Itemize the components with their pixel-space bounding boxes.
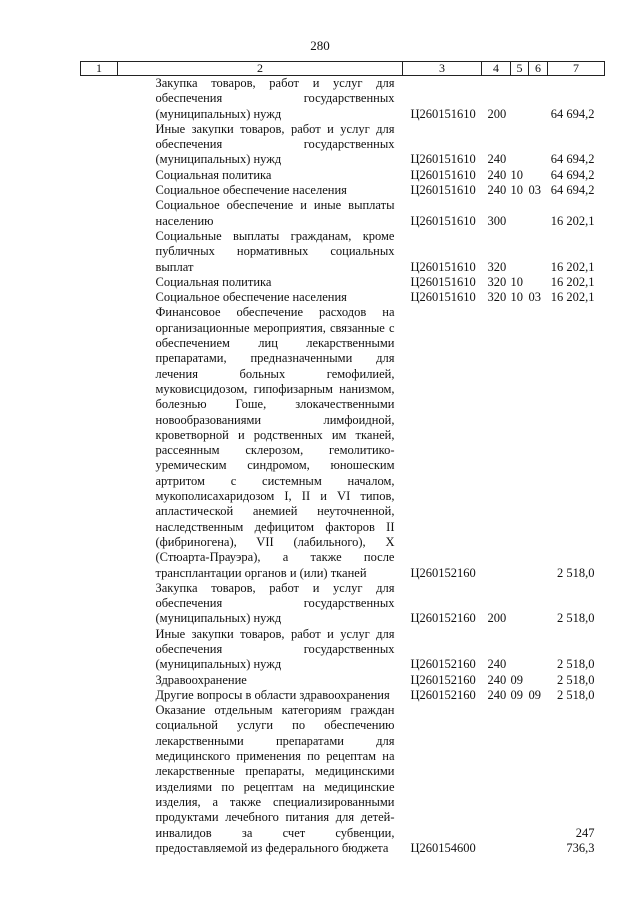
col-1-cell — [81, 673, 118, 688]
row-section — [511, 122, 529, 168]
row-section: 10 — [510, 183, 523, 198]
col-4-header: 4 — [482, 62, 511, 76]
row-name: Здравоохранение — [155, 672, 247, 687]
row-code: Ц260154600 — [410, 840, 476, 855]
col-1-cell — [81, 122, 118, 168]
row-section: 10 — [510, 290, 523, 305]
col-6-header: 6 — [529, 62, 548, 76]
row-name: Закупка товаров, работ и услуг для обеспечения государственных (муниципальных) нужд — [155, 76, 395, 121]
row-name: Социальная политика — [155, 167, 272, 182]
col-7-header: 7 — [548, 62, 605, 76]
row-name: Другие вопросы в области здравоохранения — [155, 687, 390, 702]
col-1-cell — [81, 76, 118, 122]
row-name: Иные закупки товаров, работ и услуг для обеспечения государственных (муниципальных) нужд — [155, 121, 395, 167]
row-amount: 64 694,2 — [550, 167, 595, 182]
row-expense-type — [482, 703, 511, 856]
row-expense-type: 200 — [487, 106, 507, 121]
row-section: 10 — [510, 274, 523, 289]
row-section — [511, 703, 529, 856]
table-row — [81, 168, 605, 183]
row-subsection — [529, 76, 548, 122]
table-row — [81, 290, 605, 305]
row-code: Ц260152160 — [410, 611, 476, 626]
row-amount: 2 518,0 — [557, 565, 595, 580]
row-name: Социальные выплаты гражданам, кроме публичных нормативных социальных выплат — [155, 228, 395, 274]
table-row — [81, 627, 605, 673]
row-section — [511, 76, 529, 122]
row-amount: 2 518,0 — [557, 611, 595, 626]
row-amount: 16 202,1 — [550, 213, 595, 228]
row-code: Ц260152160 — [410, 565, 476, 580]
row-amount: 16 202,1 — [550, 290, 595, 305]
row-subsection — [529, 305, 548, 580]
table-row — [81, 183, 605, 198]
col-1-cell — [81, 627, 118, 673]
table-body — [81, 76, 605, 857]
row-amount: 16 202,1 — [550, 259, 595, 274]
row-expense-type: 240 — [487, 183, 507, 198]
col-1-cell — [81, 275, 118, 290]
col-1-cell — [81, 229, 118, 275]
table-row — [81, 673, 605, 688]
row-code: Ц260152160 — [410, 687, 476, 702]
row-expense-type: 300 — [487, 213, 507, 228]
budget-table — [80, 61, 605, 856]
col-1-cell — [81, 168, 118, 183]
row-expense-type: 320 — [487, 290, 507, 305]
table-row — [81, 581, 605, 627]
table-row — [81, 275, 605, 290]
row-name: Оказание отдельным категориям граждан социальной услуги по обеспечению лекарственными препаратами для медицинского применения по рецептам на лекарственные препараты, медицинскими изделиями по рецептам на медицинские изделия, а также специализированными продуктами лечебного питания для детей-инвалидов за счет субвенции, предоставляемой из федерального бюджета — [155, 703, 395, 855]
row-subsection — [529, 198, 548, 229]
row-section — [511, 229, 529, 275]
table-row — [81, 198, 605, 229]
row-section: 09 — [510, 687, 523, 702]
table-row — [81, 305, 605, 580]
row-expense-type: 240 — [487, 657, 507, 672]
row-code: Ц260151610 — [410, 213, 476, 228]
col-5-header: 5 — [511, 62, 529, 76]
row-subsection: 03 — [528, 183, 541, 198]
col-1-cell — [81, 581, 118, 627]
row-code: Ц260151610 — [410, 274, 476, 289]
row-subsection: 09 — [528, 687, 541, 702]
row-name: Социальное обеспечение населения — [155, 290, 347, 305]
row-subsection — [529, 122, 548, 168]
row-section — [511, 581, 529, 627]
row-amount: 2 518,0 — [557, 687, 595, 702]
row-amount: 2 518,0 — [557, 657, 595, 672]
table-row — [81, 122, 605, 168]
row-code: Ц260152160 — [410, 672, 476, 687]
row-name: Финансовое обеспечение расходов на организационные мероприятия, связанные с обеспечением лиц лекарственными препаратами, предназначенными для лечения больных гемофилией, муковисцидозом, гипофизарным нанизмом, болезнью Гоше, злокачественными новообразованиями лимфоидной, кроветворной и родственных им тканей, рассеянным склерозом, гемолитико-уремическим синдромом, юношеским артритом с системным началом, мукополисахаридозом I, II и VI типов, апластической анемией неуточненной, наследственным дефицитом факторов II (фибриногена), VII (лабильного), X (Стюарта-Прауэра), а также после трансплантации органов и (или) тканей — [155, 305, 395, 580]
row-amount: 64 694,2 — [550, 106, 595, 121]
col-1-cell — [81, 183, 118, 198]
row-subsection: 03 — [528, 290, 541, 305]
row-expense-type: 320 — [487, 274, 507, 289]
row-code: Ц260151610 — [410, 106, 476, 121]
row-subsection — [529, 673, 548, 688]
row-code: Ц260151610 — [410, 290, 476, 305]
row-subsection — [529, 275, 548, 290]
row-name: Закупка товаров, работ и услуг для обеспечения государственных (муниципальных) нужд — [155, 580, 395, 626]
row-expense-type — [482, 305, 511, 580]
row-code: Ц260151610 — [410, 152, 476, 167]
row-amount: 247 736,3 — [566, 825, 595, 855]
row-expense-type: 240 — [487, 687, 507, 702]
row-expense-type: 200 — [487, 611, 507, 626]
table-row — [81, 229, 605, 275]
row-expense-type: 240 — [487, 152, 507, 167]
col-1-header: 1 — [81, 62, 118, 76]
row-amount: 64 694,2 — [550, 183, 595, 198]
row-name: Социальное обеспечение населения — [155, 183, 347, 198]
row-subsection — [529, 627, 548, 673]
row-name: Иные закупки товаров, работ и услуг для обеспечения государственных (муниципальных) нужд — [155, 626, 395, 672]
row-subsection — [529, 229, 548, 275]
table-header — [81, 62, 605, 76]
row-code: Ц260151610 — [410, 259, 476, 274]
row-code: Ц260151610 — [410, 183, 476, 198]
col-1-cell — [81, 290, 118, 305]
col-1-cell — [81, 703, 118, 856]
row-name: Социальная политика — [155, 274, 272, 289]
table-row — [81, 703, 605, 856]
row-subsection — [529, 581, 548, 627]
row-section: 09 — [510, 672, 523, 687]
row-amount: 2 518,0 — [557, 672, 595, 687]
col-3-header: 3 — [403, 62, 482, 76]
row-expense-type: 240 — [487, 167, 507, 182]
row-section — [511, 198, 529, 229]
row-subsection — [529, 168, 548, 183]
table-row — [81, 688, 605, 703]
col-2-header: 2 — [118, 62, 403, 76]
row-code: Ц260152160 — [410, 657, 476, 672]
row-expense-type: 240 — [487, 672, 507, 687]
page-number: 280 — [310, 38, 330, 53]
row-amount: 16 202,1 — [550, 274, 595, 289]
row-name: Социальное обеспечение и иные выплаты населению — [155, 198, 395, 228]
row-subsection — [529, 703, 548, 856]
row-code: Ц260151610 — [410, 167, 476, 182]
table-row — [81, 76, 605, 122]
col-1-cell — [81, 688, 118, 703]
col-1-cell — [81, 198, 118, 229]
row-section — [511, 305, 529, 580]
row-section: 10 — [510, 167, 523, 182]
row-amount: 64 694,2 — [550, 152, 595, 167]
col-1-cell — [81, 305, 118, 580]
row-section — [511, 627, 529, 673]
row-expense-type: 320 — [487, 259, 507, 274]
